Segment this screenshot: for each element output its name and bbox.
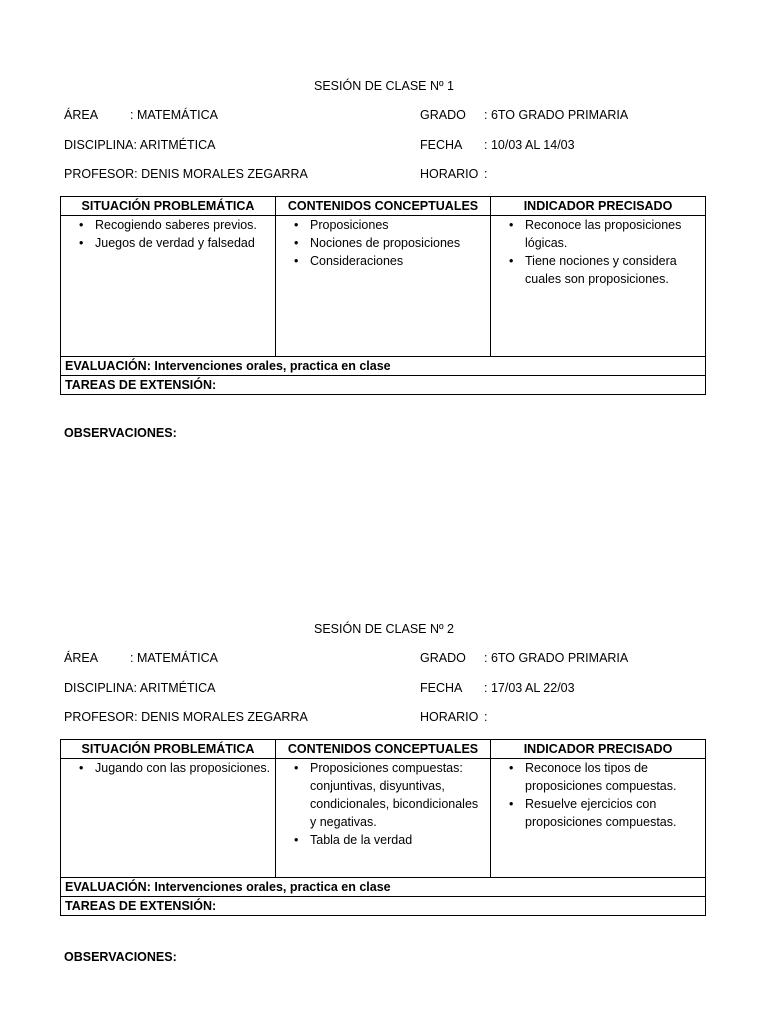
evaluacion-row	[61, 878, 706, 897]
indicador-cell	[491, 759, 706, 878]
indicador-list	[495, 759, 701, 831]
tareas-cell	[61, 897, 706, 916]
disciplina-row	[64, 138, 215, 152]
list-item: • Jugando con las proposiciones.	[95, 759, 271, 777]
area-value: : MATEMÁTICA	[130, 108, 218, 122]
col-header-situacion: SITUACIÓN PROBLEMÁTICA	[61, 740, 276, 759]
profesor-value: DENIS MORALES ZEGARRA	[141, 167, 308, 181]
list-item: • Reconoce las proposiciones lógicas.	[525, 216, 701, 252]
session-table	[60, 196, 706, 395]
table-content-row	[61, 759, 706, 878]
contenidos-list	[280, 759, 486, 849]
list-item: • Resuelve ejercicios con proposiciones compuestas.	[525, 795, 701, 831]
table-content-row	[61, 216, 706, 357]
observaciones-label: OBSERVACIONES:	[64, 950, 177, 964]
evaluacion-cell	[61, 357, 706, 376]
fecha-value: : 10/03 AL 14/03	[484, 138, 575, 152]
situacion-cell	[61, 216, 276, 357]
contenidos-cell	[276, 216, 491, 357]
situacion-cell	[61, 759, 276, 878]
tareas-row	[61, 897, 706, 916]
tareas-label: TAREAS DE EXTENSIÓN:	[65, 378, 217, 392]
grado-label: GRADO	[420, 651, 466, 665]
col-header-contenidos: CONTENIDOS CONCEPTUALES	[276, 740, 491, 759]
disciplina-row	[64, 681, 215, 695]
situacion-list	[65, 216, 271, 252]
evaluacion-value: Intervenciones orales, practica en clase	[154, 359, 391, 373]
grado-value: : 6TO GRADO PRIMARIA	[484, 651, 629, 665]
col-header-situacion: SITUACIÓN PROBLEMÁTICA	[61, 197, 276, 216]
horario-label: HORARIO	[420, 167, 479, 181]
tareas-cell	[61, 376, 706, 395]
fecha-label: FECHA	[420, 138, 463, 152]
area-label: ÁREA	[64, 108, 99, 122]
disciplina-label: DISCIPLINA:	[64, 138, 137, 152]
evaluacion-value: Intervenciones orales, practica en clase	[154, 880, 391, 894]
session-table	[60, 739, 706, 916]
evaluacion-row	[61, 357, 706, 376]
table-header-row	[61, 197, 706, 216]
area-label: ÁREA	[64, 651, 99, 665]
session-title: SESIÓN DE CLASE Nº 2	[313, 622, 455, 636]
profesor-label: PROFESOR:	[64, 167, 138, 181]
contenidos-cell	[276, 759, 491, 878]
fecha-label: FECHA	[420, 681, 463, 695]
list-item: • Recogiendo saberes previos.	[95, 216, 271, 234]
evaluacion-cell	[61, 878, 706, 897]
list-item: • Consideraciones	[310, 252, 486, 270]
indicador-list	[495, 216, 701, 288]
tareas-row	[61, 376, 706, 395]
list-item: • Proposiciones compuestas: conjuntivas, disyuntivas, condicionales, bicondicionales y negativas.	[310, 759, 486, 831]
profesor-row	[64, 710, 308, 724]
situacion-list	[65, 759, 271, 777]
disciplina-label: DISCIPLINA:	[64, 681, 137, 695]
list-item: • Tiene nociones y considera cuales son proposiciones.	[525, 252, 701, 288]
evaluacion-label: EVALUACIÓN:	[65, 359, 151, 373]
evaluacion-label: EVALUACIÓN:	[65, 880, 151, 894]
disciplina-value: ARITMÉTICA	[139, 681, 216, 695]
table-header-row	[61, 740, 706, 759]
list-item: • Reconoce los tipos de proposiciones compuestas.	[525, 759, 701, 795]
disciplina-value: ARITMÉTICA	[139, 138, 216, 152]
col-header-indicador: INDICADOR PRECISADO	[491, 740, 706, 759]
col-header-indicador: INDICADOR PRECISADO	[491, 197, 706, 216]
profesor-row	[64, 167, 308, 181]
list-item: • Juegos de verdad y falsedad	[95, 234, 271, 252]
list-item: • Proposiciones	[310, 216, 486, 234]
col-header-contenidos: CONTENIDOS CONCEPTUALES	[276, 197, 491, 216]
contenidos-list	[280, 216, 486, 270]
list-item: • Tabla de la verdad	[310, 831, 486, 849]
list-item: • Nociones de proposiciones	[310, 234, 486, 252]
horario-label: HORARIO	[420, 710, 479, 724]
indicador-cell	[491, 216, 706, 357]
session-title: SESIÓN DE CLASE Nº 1	[313, 79, 455, 93]
profesor-label: PROFESOR:	[64, 710, 138, 724]
area-value: : MATEMÁTICA	[130, 651, 218, 665]
profesor-value: DENIS MORALES ZEGARRA	[141, 710, 308, 724]
horario-value: :	[484, 167, 488, 181]
horario-value: :	[484, 710, 488, 724]
grado-value: : 6TO GRADO PRIMARIA	[484, 108, 629, 122]
observaciones-label: OBSERVACIONES:	[64, 426, 177, 440]
tareas-label: TAREAS DE EXTENSIÓN:	[65, 899, 217, 913]
grado-label: GRADO	[420, 108, 466, 122]
fecha-value: : 17/03 AL 22/03	[484, 681, 575, 695]
